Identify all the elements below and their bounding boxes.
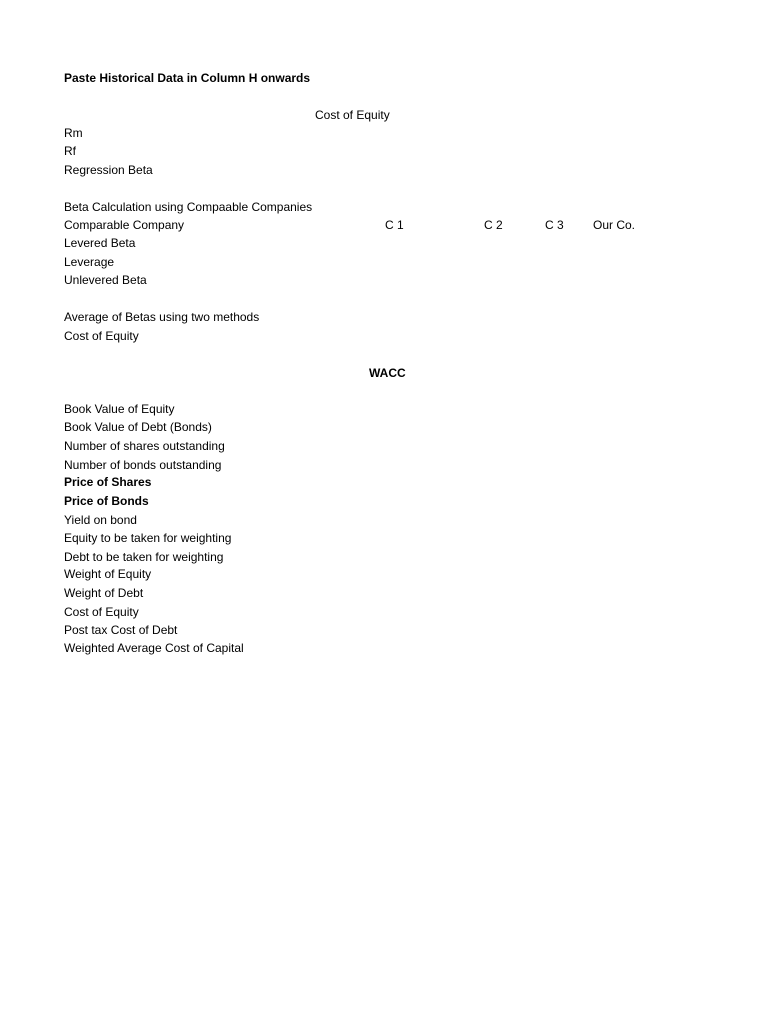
unlevered-beta-label: Unlevered Beta <box>64 273 147 287</box>
comparable-company-label: Comparable Company <box>64 218 185 232</box>
levered-beta-label: Levered Beta <box>64 236 136 250</box>
rm-label: Rm <box>64 126 83 140</box>
wacc-row: Yield on bond <box>64 513 137 527</box>
column-header-c3: C 3 <box>545 218 564 232</box>
wacc-row: Debt to be taken for weighting <box>64 550 224 564</box>
column-header-c2: C 2 <box>484 218 503 232</box>
wacc-row: Number of shares outstanding <box>64 439 225 453</box>
wacc-row: Number of bonds outstanding <box>64 458 222 472</box>
wacc-row: Book Value of Debt (Bonds) <box>64 420 212 434</box>
column-header-c1: C 1 <box>385 218 404 232</box>
beta-calculation-heading: Beta Calculation using Compaable Companies <box>64 200 313 214</box>
wacc-row: Equity to be taken for weighting <box>64 531 232 545</box>
column-header-our-co: Our Co. <box>593 218 636 232</box>
wacc-row: Weighted Average Cost of Capital <box>64 641 244 655</box>
wacc-row: Price of Bonds <box>64 494 149 508</box>
wacc-row: Weight of Debt <box>64 586 144 600</box>
wacc-row: Book Value of Equity <box>64 402 175 416</box>
rf-label: Rf <box>64 144 76 158</box>
wacc-row: Post tax Cost of Debt <box>64 623 178 637</box>
leverage-label: Leverage <box>64 255 115 269</box>
wacc-row: Cost of Equity <box>64 605 139 619</box>
average-betas-label: Average of Betas using two methods <box>64 310 260 324</box>
wacc-row: Weight of Equity <box>64 567 152 581</box>
wacc-row: Price of Shares <box>64 475 152 489</box>
cost-of-equity-result-label: Cost of Equity <box>64 329 139 343</box>
cost-of-equity-heading: Cost of Equity <box>315 108 390 122</box>
regression-beta-label: Regression Beta <box>64 163 153 177</box>
instruction-text: Paste Historical Data in Column H onwards <box>64 71 311 85</box>
wacc-heading: WACC <box>369 366 406 380</box>
